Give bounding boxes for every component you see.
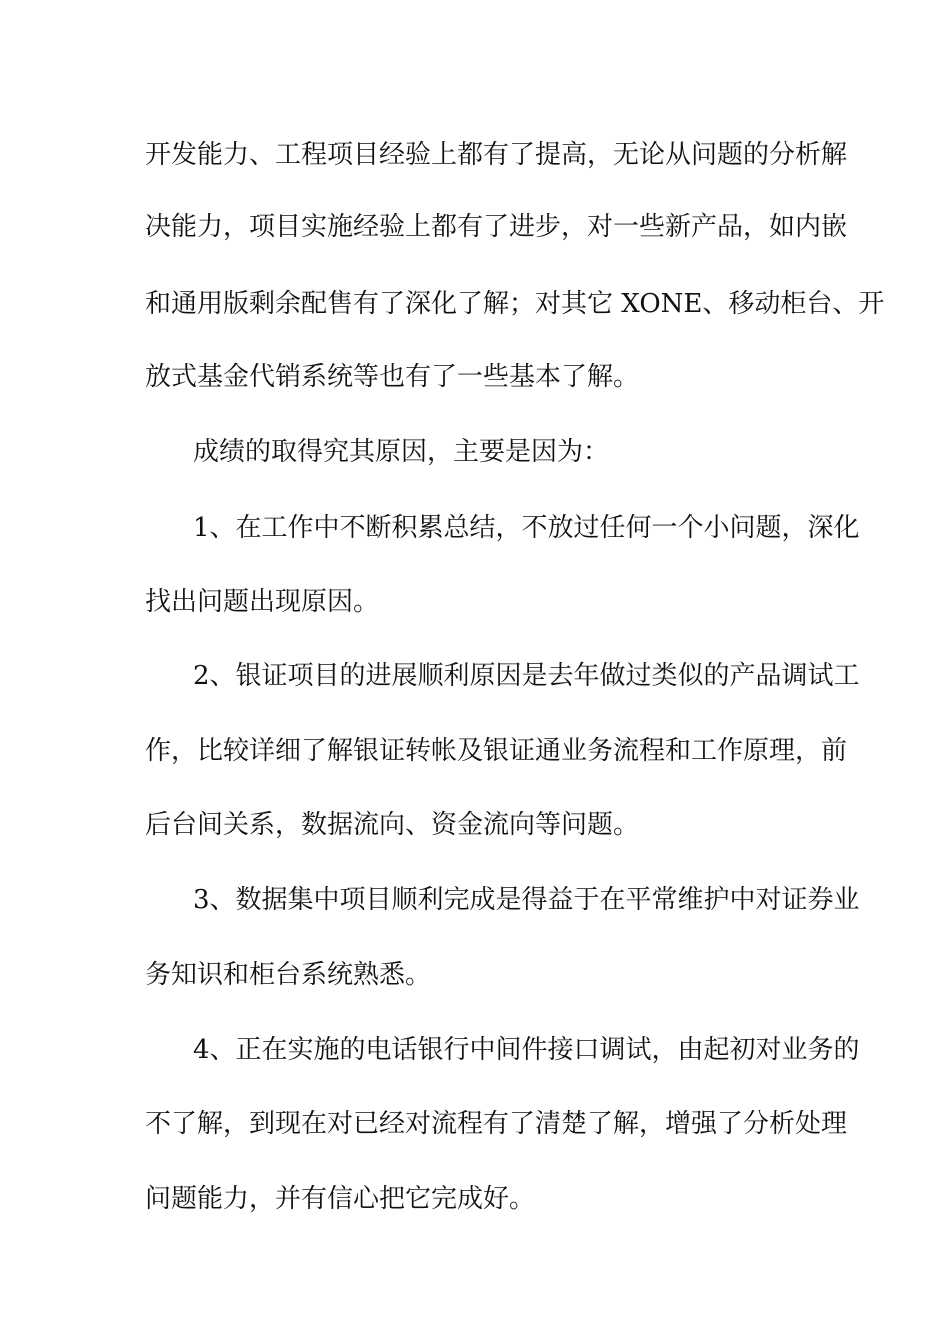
list-item-4-line: 问题能力，并有信心把它完成好。 <box>145 1184 536 1214</box>
paragraph-line: 成绩的取得究其原因，主要是因为： <box>193 437 610 467</box>
list-item-3-line: 3、数据集中项目顺利完成是得益于在平常维护中对证券业 <box>193 885 860 915</box>
list-item-2-line: 后台间关系，数据流向、资金流向等问题。 <box>145 810 640 840</box>
list-item-1-line: 1、在工作中不断积累总结，不放过任何一个小问题，深化 <box>193 513 860 543</box>
list-item-4-line: 4、正在实施的电话银行中间件接口调试，由起初对业务的 <box>193 1035 860 1065</box>
paragraph-line: 和通用版剩余配售有了深化了解；对其它 XONE、移动柜台、开 <box>145 289 885 319</box>
paragraph-line: 放式基金代销系统等也有了一些基本了解。 <box>145 362 640 392</box>
list-item-2-line: 作，比较详细了解银证转帐及银证通业务流程和工作原理，前 <box>145 736 848 766</box>
paragraph-line: 决能力，项目实施经验上都有了进步，对一些新产品，如内嵌 <box>145 212 848 242</box>
paragraph-line: 开发能力、工程项目经验上都有了提高，无论从问题的分析解 <box>145 140 848 170</box>
list-item-3-line: 务知识和柜台系统熟悉。 <box>145 960 432 990</box>
list-item-4-line: 不了解，到现在对已经对流程有了清楚了解，增强了分析处理 <box>145 1109 848 1139</box>
list-item-2-line: 2、银证项目的进展顺利原因是去年做过类似的产品调试工 <box>193 661 860 691</box>
list-item-1-line: 找出问题出现原因。 <box>145 587 380 617</box>
